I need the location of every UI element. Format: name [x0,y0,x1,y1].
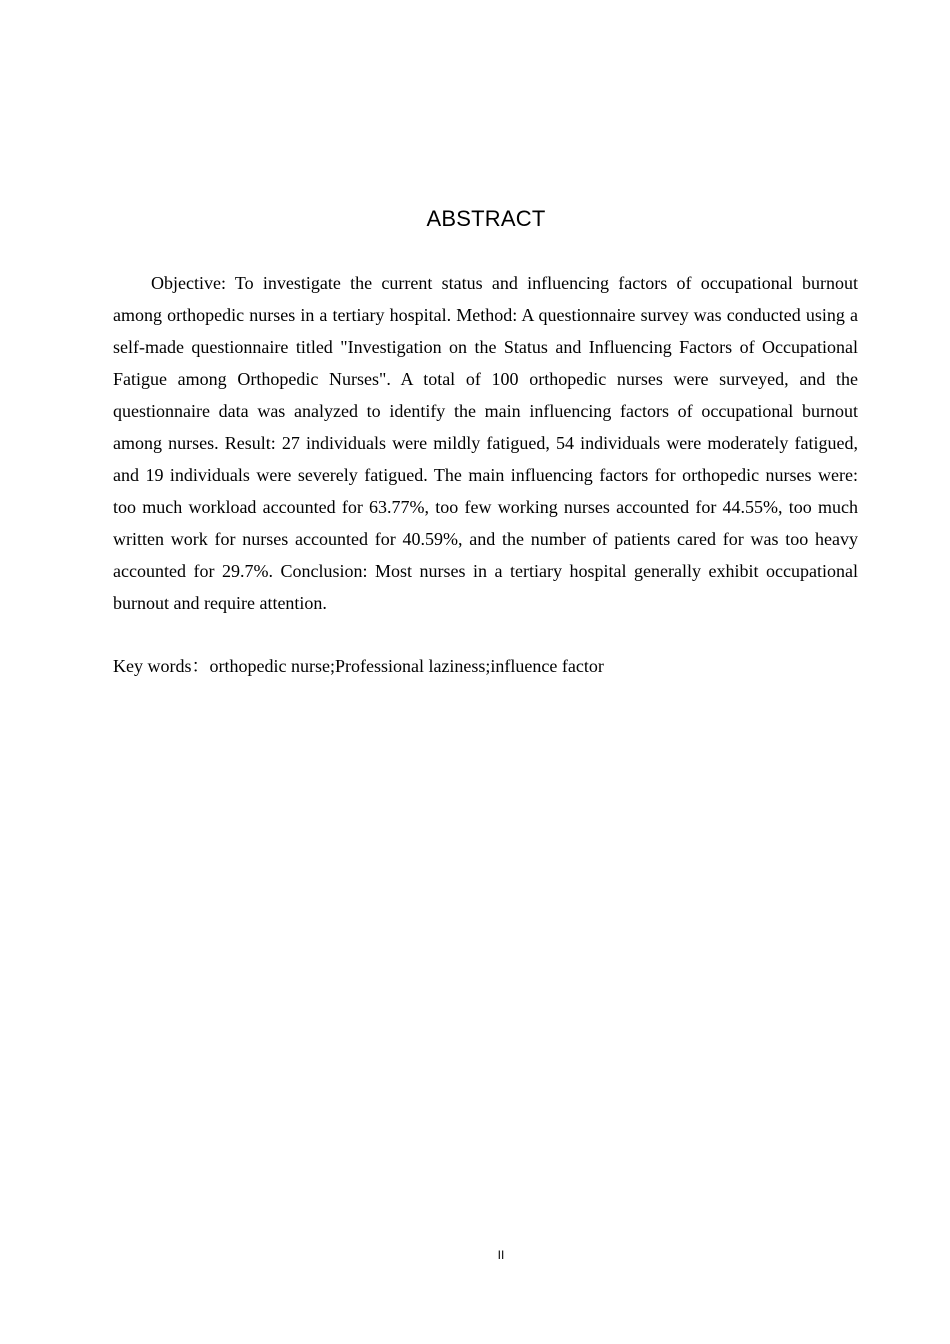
page-number: II [497,1248,505,1262]
keywords-label: Key words： [113,656,210,676]
abstract-paragraph: Objective: To investigate the current status and influencing factors of occupational burnout among orthopedic nurses in a tertiary hospital. Method: A questionnaire survey was conducted using a self-made questionnaire titled "Investigation on the Status and Influencing Factors of Occupational Fatigue among Orthopedic Nurses". A total of 100 orthopedic nurses were surveyed, and the questionnaire data was analyzed to identify the main influencing factors of occupational burnout among nurses. Result: 27 individuals were mildly fatigued, 54 individuals were moderately fatigued, and 19 individuals were severely fatigued. The main influencing factors for orthopedic nurses were: too much workload accounted for 63.77%, too few working nurses accounted for 44.55%, too much written work for nurses accounted for 40.59%, and the number of patients cared for was too heavy accounted for 29.7%. Conclusion: Most nurses in a tertiary hospital generally exhibit occupational burnout and require attention. [113,273,858,613]
keywords-line [113,650,858,682]
abstract-title: ABSTRACT [426,206,546,231]
keywords-value: orthopedic nurse;Professional laziness;influence factor [209,656,604,676]
